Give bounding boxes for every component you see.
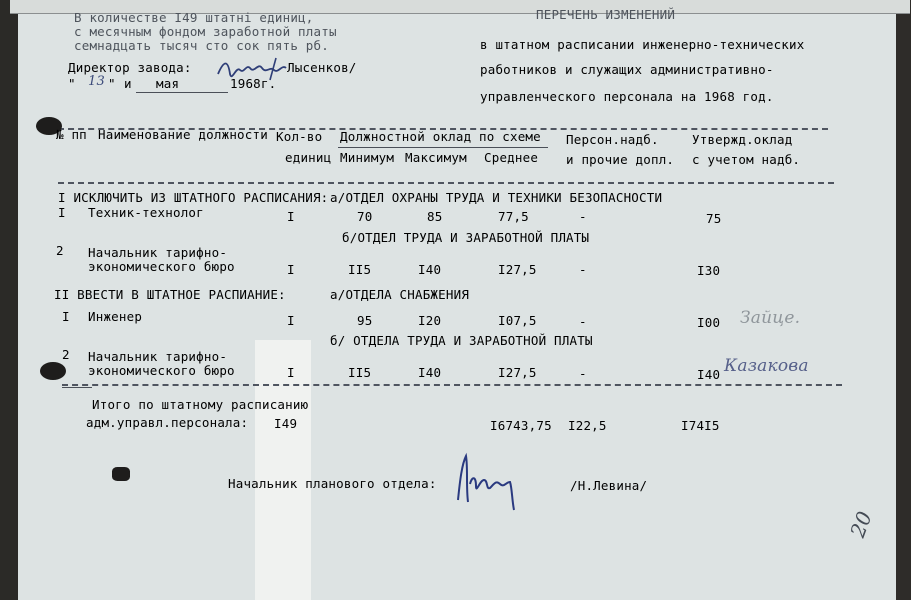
col-qty-2: единиц — [285, 150, 332, 165]
date-quote: " — [68, 76, 76, 91]
planning-head-signature — [446, 450, 522, 514]
totals-bonus-sum: I22,5 — [568, 418, 607, 433]
row2-num: 2 — [56, 243, 64, 258]
approval-line-1: В количестве I49 штатні единиц, — [74, 10, 314, 25]
tape-strip — [255, 340, 311, 600]
director-label: Директор завода: — [68, 60, 192, 75]
row1-bonus: - — [579, 209, 587, 224]
ink-blot-3 — [112, 467, 130, 481]
row3-qty: I — [287, 313, 295, 328]
row1-num: I — [58, 205, 66, 220]
col-approved-2: с учетом надб. — [692, 152, 801, 167]
row2-approved: I30 — [697, 263, 721, 278]
col-avg: Среднее — [484, 150, 539, 165]
row4-avg: I27,5 — [498, 365, 537, 380]
row2-name-2: экономического бюро — [88, 259, 235, 274]
section-exclude: I ИСКЛЮЧИТЬ ИЗ ШТАТНОГО РАСПИСАНИЯ: — [58, 190, 329, 205]
row3-max: I20 — [418, 313, 442, 328]
row1-approved: 75 — [706, 211, 722, 226]
row2-qty: I — [287, 262, 295, 277]
date-day-handwritten: 13 — [88, 74, 105, 89]
totals-approved-sum: I74I5 — [681, 418, 720, 433]
row1-max: 85 — [427, 209, 443, 224]
row3-num: I — [62, 309, 70, 324]
row4-name-1: Начальник тарифно- — [88, 349, 228, 364]
row4-bonus: - — [579, 366, 587, 381]
row4-name-2: экономического бюро — [88, 363, 235, 378]
row1-avg: 77,5 — [498, 209, 529, 224]
title-line-1: в штатном расписании инженерно-технических — [480, 37, 805, 52]
row2-avg: I27,5 — [498, 262, 537, 277]
totals-label-2: адм.управл.персонала: — [86, 415, 249, 430]
col-max: Максимум — [405, 150, 467, 165]
approval-line-2: с месячным фондом заработной платы — [74, 24, 337, 39]
totals-label-1: Итого по штатному расписанию — [92, 397, 309, 412]
row3-name: Инженер — [88, 309, 143, 324]
totals-rule-start — [62, 387, 92, 388]
section-add: II ВВЕСТИ В ШТАТНОЕ РАСПИАНИЕ: — [54, 287, 286, 302]
row1-name: Техник-технолог — [88, 205, 204, 220]
document-title: ПЕРЕЧЕНЬ ИЗМЕНЕНИЙ — [536, 7, 676, 22]
footer-name: /Н.Левина/ — [570, 478, 648, 493]
row3-min: 95 — [357, 313, 373, 328]
section-exclude-dept-b: б/ОТДЕЛ ТРУДА И ЗАРАБОТНОЙ ПЛАТЫ — [342, 230, 590, 245]
salary-group-rule — [338, 147, 548, 148]
row2-bonus: - — [579, 262, 587, 277]
director-name: Лысенков/ — [287, 60, 357, 75]
dark-background-edge — [896, 0, 911, 600]
row4-handwritten-note: Казакова — [724, 356, 809, 376]
totals-avg-sum: I6743,75 — [490, 418, 552, 433]
title-line-2: работников и служащих административно- — [480, 62, 774, 77]
row3-avg: I07,5 — [498, 313, 537, 328]
totals-top-rule — [62, 384, 842, 386]
col-approved-1: Утвержд.оклад — [692, 132, 793, 147]
col-bonus-2: и прочие допл. — [566, 152, 675, 167]
row4-approved: I40 — [697, 367, 721, 382]
row3-approved: I00 — [697, 315, 721, 330]
ink-blot-2 — [40, 362, 66, 380]
row2-max: I40 — [418, 262, 442, 277]
row4-min: II5 — [348, 365, 372, 380]
row4-qty: I — [287, 365, 295, 380]
title-line-3: управленческого персонала на 1968 год. — [480, 89, 774, 104]
col-salary-group: Должностной оклад по схеме — [340, 129, 541, 144]
col-qty-1: Кол-во — [276, 129, 323, 144]
section-add-dept-b: б/ ОТДЕЛА ТРУДА И ЗАРАБОТНОЙ ПЛАТЫ — [330, 333, 593, 348]
header-bottom-rule — [58, 182, 834, 184]
row2-min: II5 — [348, 262, 372, 277]
date-and: и — [124, 76, 132, 91]
col-name: Наименование должности — [98, 127, 268, 142]
row3-handwritten-note: Зайце. — [740, 308, 801, 328]
row2-name-1: Начальник тарифно- — [88, 245, 228, 260]
section-exclude-dept-a: а/ОТДЕЛ ОХРАНЫ ТРУДА И ТЕХНИКИ БЕЗОПАСНОСТИ — [330, 190, 663, 205]
row4-num: 2 — [62, 347, 70, 362]
date-quote-close: " — [108, 76, 116, 91]
row1-min: 70 — [357, 209, 373, 224]
section-add-dept-a: а/ОТДЕЛА СНАБЖЕНИЯ — [330, 287, 470, 302]
row4-max: I40 — [418, 365, 442, 380]
row3-bonus: - — [579, 314, 587, 329]
col-bonus-1: Персон.надб. — [566, 132, 659, 147]
totals-qty: I49 — [274, 416, 298, 431]
date-month: мая — [156, 76, 180, 91]
footer-label: Начальник планового отдела: — [228, 476, 437, 491]
approval-line-3: семнадцать тысяч сто сок пять рб. — [74, 38, 329, 53]
col-num: № пп — [56, 127, 87, 142]
col-min: Минимум — [340, 150, 395, 165]
date-underline — [136, 92, 228, 93]
date-year: 1968г. — [230, 76, 277, 91]
page-number-handwritten: 20 — [845, 507, 877, 541]
row1-qty: I — [287, 209, 295, 224]
